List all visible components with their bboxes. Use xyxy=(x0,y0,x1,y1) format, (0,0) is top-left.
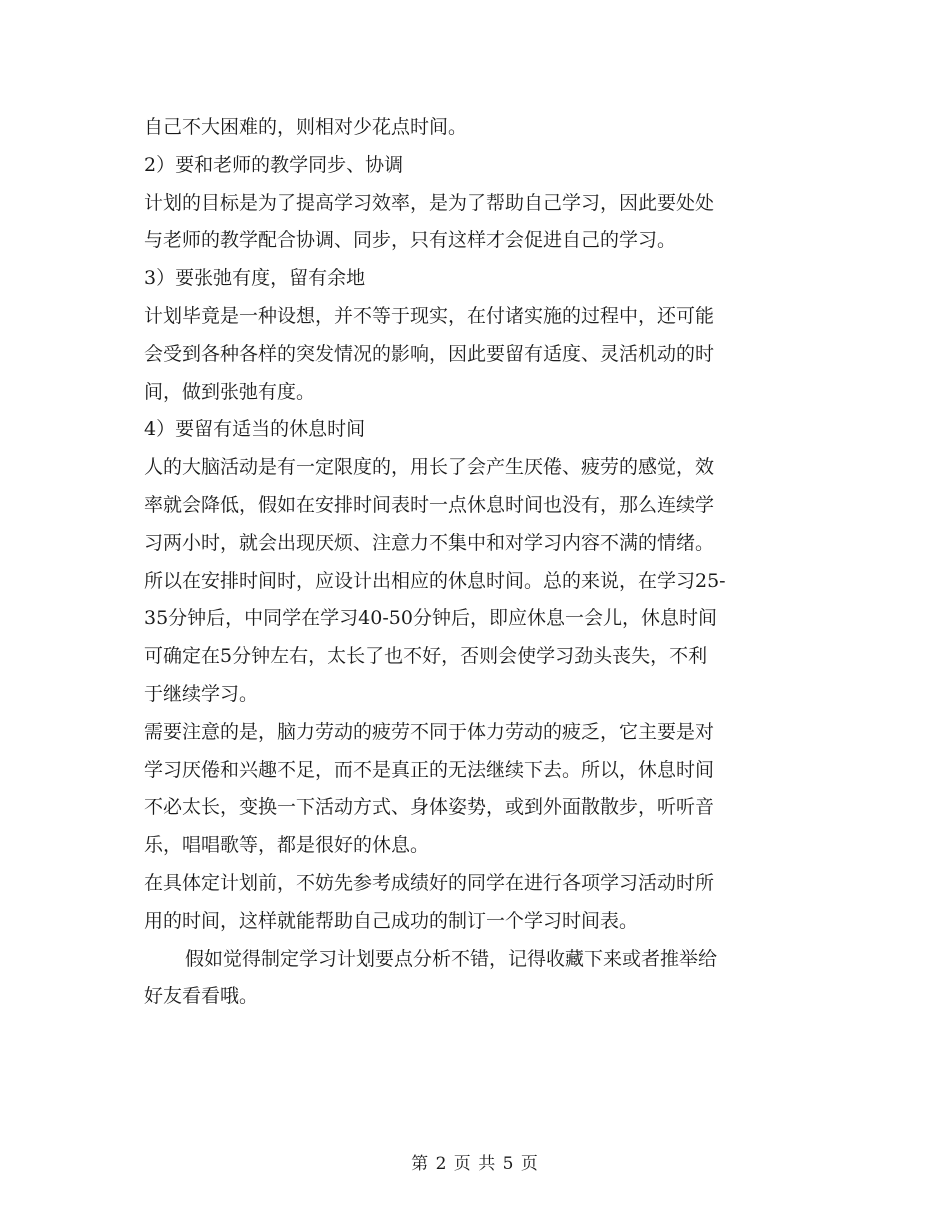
section-heading: 4）要留有适当的休息时间 xyxy=(144,418,366,441)
text-line: 乐，唱唱歌等，都是很好的休息。 xyxy=(144,834,430,857)
text-line: 会受到各种各样的突发情况的影响，因此要留有适度、灵活机动的时 xyxy=(144,342,715,365)
text-line: 间，做到张弛有度。 xyxy=(144,380,316,403)
text-line: 与老师的教学配合协调、同步，只有这样才会促进自己的学习。 xyxy=(144,229,677,252)
text-line: 人的大脑活动是有一定限度的，用长了会产生厌倦、疲劳的感觉，效 xyxy=(144,456,715,479)
document-body xyxy=(144,109,804,1016)
text-line: 学习厌倦和兴趣不足，而不是真正的无法继续下去。所以，休息时间 xyxy=(144,758,715,781)
page-number-footer: 第 2 页 共 5 页 xyxy=(411,1154,539,1174)
text-line: 35分钟后，中同学在学习40-50分钟后，即应休息一会儿，休息时间 xyxy=(144,607,717,630)
text-line: 用的时间，这样就能帮助自己成功的制订一个学习时间表。 xyxy=(144,909,639,932)
text-line: 不必太长，变换一下活动方式、身体姿势，或到外面散散步，听听音 xyxy=(144,796,715,819)
text-line: 可确定在5分钟左右，太长了也不好，否则会使学习劲头丧失，不利 xyxy=(144,645,708,668)
text-line: 习两小时，就会出现厌烦、注意力不集中和对学习内容不满的情绪。 xyxy=(144,531,715,554)
text-line: 所以在安排时间时，应设计出相应的休息时间。总的来说，在学习25- xyxy=(144,569,726,592)
text-line: 自己不大困难的，则相对少花点时间。 xyxy=(144,116,468,138)
text-line: 在具体定计划前，不妨先参考成绩好的同学在进行各项学习活动时所 xyxy=(144,871,715,894)
text-line: 计划毕竟是一种设想，并不等于现实，在付诸实施的过程中，还可能 xyxy=(144,304,715,327)
text-line: 于继续学习。 xyxy=(144,682,259,705)
text-line: 计划的目标是为了提高学习效率，是为了帮助自己学习，因此要处处 xyxy=(144,191,715,214)
text-line: 率就会降低，假如在安排时间表时一点休息时间也没有，那么连续学 xyxy=(144,493,715,516)
section-heading: 2）要和老师的教学同步、协调 xyxy=(144,153,404,176)
text-line: 需要注意的是，脑力劳动的疲劳不同于体力劳动的疲乏，它主要是对 xyxy=(144,720,715,743)
closing-paragraph-line: 假如觉得制定学习计划要点分析不错，记得收藏下来或者推举给 xyxy=(185,947,718,970)
section-heading: 3）要张弛有度，留有余地 xyxy=(144,267,366,290)
closing-paragraph-line: 好友看看哦。 xyxy=(144,985,259,1008)
